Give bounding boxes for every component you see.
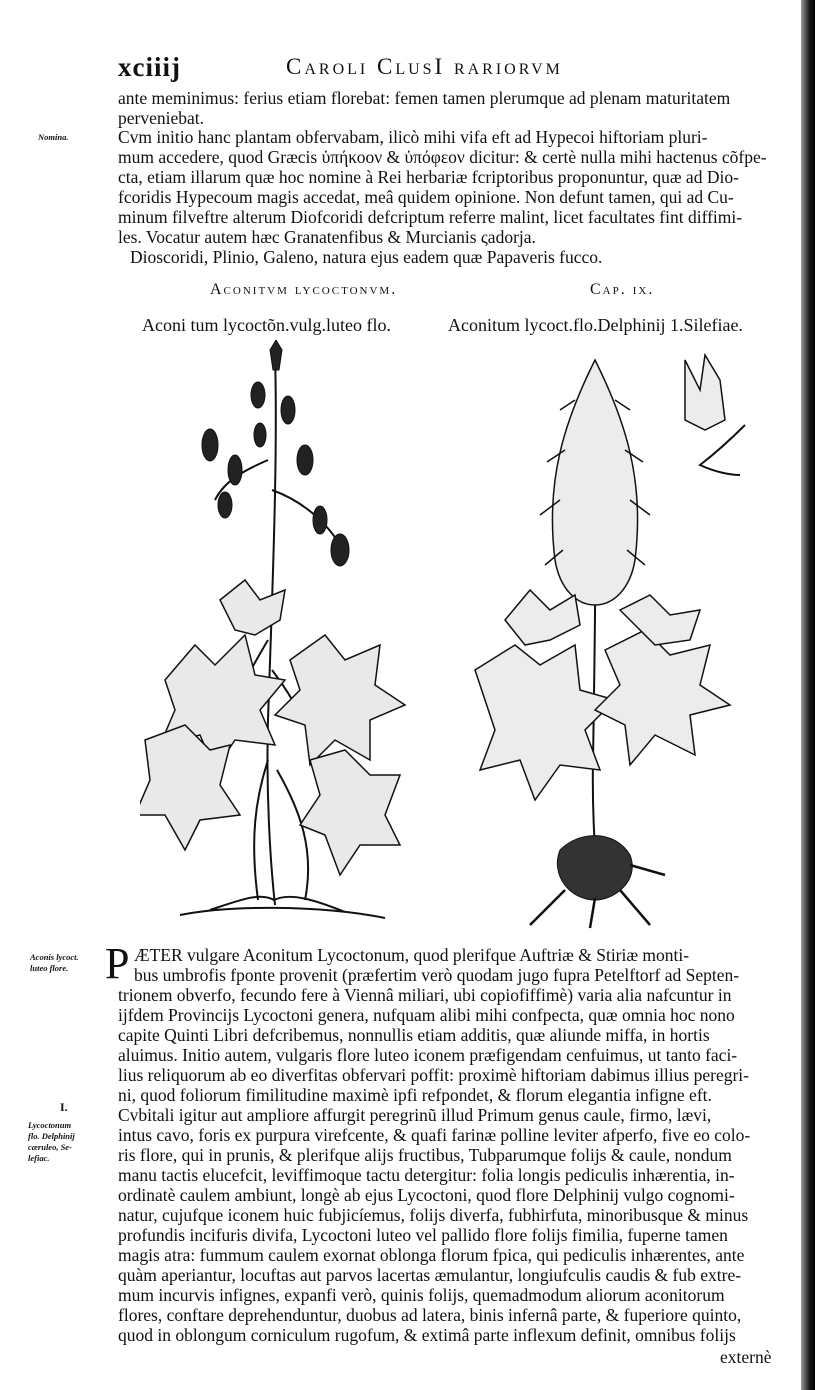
text-line: magis atra: fummum caulem exornat oblonga florum fpica, qui pediculis inhærentes, ante — [118, 1245, 745, 1265]
text-line: Cvbitali igitur aut ampliore affurgit peregrinũ illud Primum genus caule, firmo, lævi, — [118, 1105, 712, 1125]
text-line: quàm aperiantur, locuftas aut parvos lacertas æmulantur, longiufculis caudis & fub extre- — [118, 1265, 742, 1285]
figure-caption-left: Aconi tum lycoctõn.vulg.luteo flo. — [142, 315, 391, 335]
text-line: natur, cujufque iconem huic fubjicíemus, folijs diverfa, fubhirfuta, minoribusque & minus — [118, 1205, 749, 1225]
page-binding-edge — [801, 0, 815, 1390]
text-line: bus umbrofis fponte provenit (præfertim verò quodam jugo fupra Petelftorf ad Septen- — [134, 965, 740, 985]
catchword: externè — [720, 1347, 772, 1367]
side-note-line: luteo flore. — [30, 963, 69, 973]
text-line: quod in oblongum corniculum rugofum, & extimâ parte inflexum definit, omnibus folijs — [118, 1325, 736, 1345]
text-line: aluimus. Initio autem, vulgaris flore luteo iconem præfigendam cenfuimus, ut tanto faci- — [118, 1045, 738, 1065]
text-line: fcoridis Hypecoum magis accedat, meâ quidem opinione. Non defunt tamen, qui ad Cu- — [118, 187, 734, 207]
plant-illustration-right — [445, 340, 760, 930]
text-line: intus cavo, foris ex purpura virefcente, & quafi farinæ polline leviter afperfo, five eo colo- — [118, 1125, 751, 1145]
text-line: lius reliquorum ab eo diverfitas obfervari poffit: proximè hiftoriam dabimus illius peregri- — [118, 1065, 749, 1085]
running-title: Caroli ClusI rariorvm — [286, 54, 563, 79]
text-line: ijfdem Provincijs Lycoctoni genera, nufquam alibi mihi confpecta, quæ omnia hoc nono — [118, 1005, 735, 1025]
side-note-aconitum — [30, 952, 79, 974]
figure-caption-right: Aconitum lycoct.flo.Delphinij 1.Silefiae. — [448, 315, 743, 335]
text-line: ÆTER vulgare Aconitum Lycoctonum, quod plerifque Auftriæ & Stiriæ monti- — [134, 945, 690, 965]
text-line: cta, etiam illarum quæ hoc nomine à Rei herbariæ fcriptoribus proponuntur, quæ ad Dio- — [118, 167, 739, 187]
side-note-lycoctonum — [28, 1120, 75, 1164]
side-note-line: lefiac. — [28, 1153, 50, 1163]
text-line: Dioscoridi, Plinio, Galeno, natura ejus eadem quæ Papaveris fucco. — [130, 247, 603, 267]
side-note-line: flo. Delphinij — [28, 1131, 75, 1141]
page-header — [118, 52, 768, 86]
text-line: capite Quinti Libri defcribemus, nonnullis etiam additis, quæ aliunde miffa, in hortis — [118, 1025, 710, 1045]
text-line: minum filveftre alterum Diofcoridi defcriptum referre malint, licet facultates fint diffimi- — [118, 207, 743, 227]
plant-illustration-left — [140, 340, 430, 925]
text-line: mum accedere, quod Græcis ὑπήκοον & ὑπόφεον dicitur: & certè nulla mihi hactenus cõfpe- — [118, 147, 767, 167]
text-line: flores, conftare deprehenduntur, duobus ad latera, binis infernâ parte, & fuperiore quinto, — [118, 1305, 742, 1325]
text-line: profundis incifuris divifa, Lycoctoni luteo vel pallido flore folijs fimilia, fuperne tamen — [118, 1225, 728, 1245]
side-note-line: Lycoctonum — [28, 1120, 72, 1130]
drop-cap: P — [105, 939, 130, 988]
side-note-line: Aconis lycoct. — [30, 952, 79, 962]
page-number: xciiij — [118, 52, 181, 82]
text-line: manu tactis elucefcit, leviffimoque tactu detergitur: folia longis pediculis inhærentia, in- — [118, 1165, 735, 1185]
text-line: Cvm initio hanc plantam obfervabam, ilicò mihi vifa eft ad Hypecoi hiftoriam pluri- — [118, 127, 708, 147]
text-line: trionem obverfo, fecundo fere à Viennâ miliari, ubi copiofiffimè) varia alia nafcuntur in — [118, 985, 732, 1005]
text-line: ante meminimus: ferius etiam florebat: femen tamen plerumque ad plenam maturitatem — [118, 88, 731, 108]
chapter-title: Aconitvm lycoctonvm. — [210, 281, 398, 298]
text-line: perveniebat. — [118, 108, 204, 128]
text-line: mum incurvis infignes, expanfi verò, quinis folijs, quemadmodum aliorum aconitorum — [118, 1285, 725, 1305]
text-line: ordinatè caulem ambiunt, longè ab ejus Lycoctoni, quod flore Delphinij vulgo cognomi- — [118, 1185, 735, 1205]
margin-note-nomina: Nomina. — [38, 132, 69, 142]
text-line: ris flore, qui in prunis, & plerifque alijs fructibus, Tubparumque folijs & caule, nondum — [118, 1145, 732, 1165]
text-line: les. Vocatur autem hæc Granatenfibus & Murcianis ςadorja. — [118, 227, 536, 247]
chapter-number: Cap. ix. — [590, 281, 655, 298]
side-note-numeral: I. — [60, 1100, 68, 1114]
side-note-line: cæruleo, Se- — [28, 1142, 72, 1152]
text-line: ni, quod foliorum fimilitudine maximè ipfi refpondet, & florum elegantia infigne eft. — [118, 1085, 712, 1105]
